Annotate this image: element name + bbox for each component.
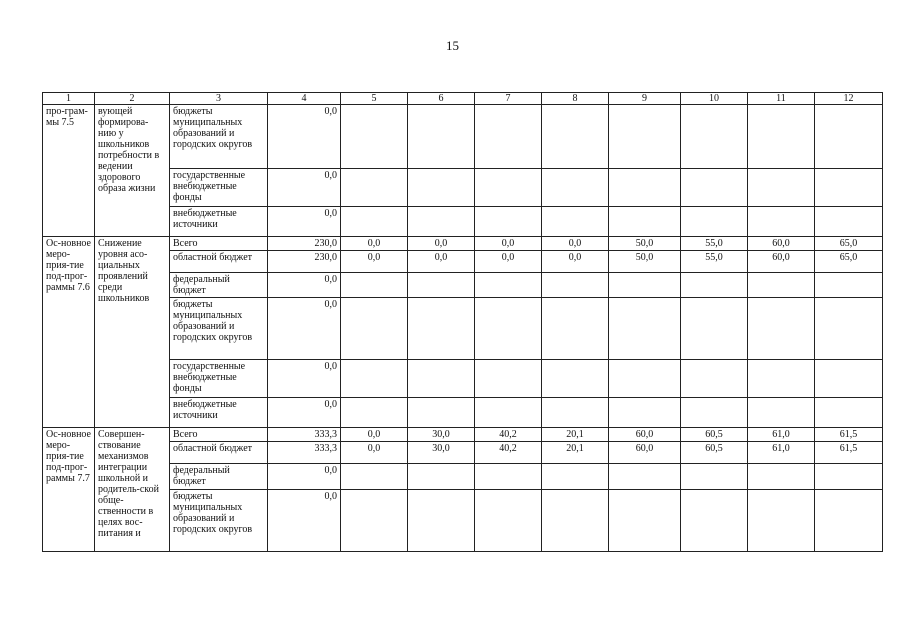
value-cell-col-7	[475, 490, 542, 552]
value-cell-col-4: 0,0	[268, 105, 341, 169]
value-cell-col-10	[681, 360, 748, 398]
value-cell-col-4: 0,0	[268, 490, 341, 552]
value-cell-col-11: 60,0	[748, 251, 815, 273]
column-header-8: 8	[542, 93, 609, 105]
value-cell-col-7	[475, 105, 542, 169]
column-header-5: 5	[341, 93, 408, 105]
value-cell-col-9: 60,0	[609, 428, 681, 442]
value-cell-col-6: 30,0	[408, 442, 475, 464]
value-cell-col-11	[748, 273, 815, 298]
value-cell-col-4: 230,0	[268, 251, 341, 273]
header-row	[43, 93, 883, 105]
value-cell-col-8	[542, 169, 609, 207]
value-cell-col-5: 0,0	[341, 237, 408, 251]
value-cell-col-9	[609, 398, 681, 428]
value-cell-col-11: 60,0	[748, 237, 815, 251]
value-cell-col-12	[815, 169, 883, 207]
value-cell-col-4: 0,0	[268, 207, 341, 237]
value-cell-col-10	[681, 490, 748, 552]
value-cell-col-6	[408, 273, 475, 298]
description-cell: Снижение уровня асо-циальных проявлений среди школьников	[95, 237, 170, 428]
value-cell-col-12	[815, 490, 883, 552]
column-header-1: 1	[43, 93, 95, 105]
value-cell-col-9	[609, 298, 681, 360]
value-cell-col-4: 0,0	[268, 360, 341, 398]
value-cell-col-4: 333,3	[268, 428, 341, 442]
value-cell-col-11	[748, 207, 815, 237]
value-cell-col-6	[408, 490, 475, 552]
value-cell-col-4: 230,0	[268, 237, 341, 251]
funding-source-cell: бюджеты муниципальных образований и городских округов	[170, 490, 268, 552]
value-cell-col-9	[609, 360, 681, 398]
activity-cell: про-грам-мы 7.5	[43, 105, 95, 237]
value-cell-col-5	[341, 273, 408, 298]
value-cell-col-6	[408, 207, 475, 237]
funding-source-cell: областной бюджет	[170, 442, 268, 464]
table-body	[43, 105, 883, 552]
value-cell-col-4: 0,0	[268, 273, 341, 298]
value-cell-col-8: 20,1	[542, 442, 609, 464]
column-header-4: 4	[268, 93, 341, 105]
value-cell-col-7: 40,2	[475, 428, 542, 442]
value-cell-col-11	[748, 105, 815, 169]
value-cell-col-6	[408, 398, 475, 428]
value-cell-col-9: 50,0	[609, 237, 681, 251]
table-row	[43, 237, 883, 251]
column-header-2: 2	[95, 93, 170, 105]
value-cell-col-10: 55,0	[681, 251, 748, 273]
value-cell-col-10: 60,5	[681, 442, 748, 464]
value-cell-col-9	[609, 169, 681, 207]
value-cell-col-12	[815, 207, 883, 237]
activity-cell: Ос-новное меро-прия-тие под-прог-раммы 7.6	[43, 237, 95, 428]
funding-source-cell: бюджеты муниципальных образований и городских округов	[170, 298, 268, 360]
value-cell-col-7: 40,2	[475, 442, 542, 464]
value-cell-col-8	[542, 207, 609, 237]
value-cell-col-7	[475, 464, 542, 490]
value-cell-col-5	[341, 360, 408, 398]
value-cell-col-5	[341, 207, 408, 237]
value-cell-col-7	[475, 273, 542, 298]
value-cell-col-12: 61,5	[815, 428, 883, 442]
value-cell-col-5: 0,0	[341, 251, 408, 273]
value-cell-col-4: 0,0	[268, 464, 341, 490]
value-cell-col-4: 333,3	[268, 442, 341, 464]
value-cell-col-12	[815, 398, 883, 428]
value-cell-col-8	[542, 105, 609, 169]
funding-source-cell: бюджеты муниципальных образований и городских округов	[170, 105, 268, 169]
value-cell-col-5	[341, 169, 408, 207]
value-cell-col-11	[748, 360, 815, 398]
value-cell-col-6: 0,0	[408, 237, 475, 251]
value-cell-col-12: 65,0	[815, 237, 883, 251]
value-cell-col-12: 61,5	[815, 442, 883, 464]
value-cell-col-12: 65,0	[815, 251, 883, 273]
value-cell-col-4: 0,0	[268, 398, 341, 428]
value-cell-col-11: 61,0	[748, 428, 815, 442]
value-cell-col-4: 0,0	[268, 169, 341, 207]
value-cell-col-5	[341, 490, 408, 552]
value-cell-col-11	[748, 464, 815, 490]
value-cell-col-6: 30,0	[408, 428, 475, 442]
value-cell-col-5	[341, 464, 408, 490]
value-cell-col-8	[542, 273, 609, 298]
value-cell-col-11: 61,0	[748, 442, 815, 464]
value-cell-col-5	[341, 398, 408, 428]
funding-source-cell: внебюджетные источники	[170, 398, 268, 428]
value-cell-col-6	[408, 298, 475, 360]
value-cell-col-7	[475, 207, 542, 237]
value-cell-col-12	[815, 273, 883, 298]
value-cell-col-8: 0,0	[542, 251, 609, 273]
value-cell-col-9	[609, 207, 681, 237]
description-cell: Совершен-ствование механизмов интеграции школьной и родитель-ской обще-ственности в целях вос-питания и	[95, 428, 170, 552]
value-cell-col-8	[542, 298, 609, 360]
value-cell-col-9	[609, 464, 681, 490]
value-cell-col-9	[609, 105, 681, 169]
funding-source-cell: областной бюджет	[170, 251, 268, 273]
funding-source-cell: Всего	[170, 237, 268, 251]
value-cell-col-7	[475, 398, 542, 428]
value-cell-col-10	[681, 464, 748, 490]
table-row	[43, 428, 883, 442]
value-cell-col-6	[408, 169, 475, 207]
value-cell-col-10	[681, 207, 748, 237]
value-cell-col-6	[408, 105, 475, 169]
description-cell: вующей формирова-нию у школьников потребности в ведении здорового образа жизни	[95, 105, 170, 237]
value-cell-col-10: 55,0	[681, 237, 748, 251]
value-cell-col-12	[815, 298, 883, 360]
value-cell-col-10	[681, 273, 748, 298]
funding-source-cell: государственные внебюджетные фонды	[170, 360, 268, 398]
value-cell-col-10	[681, 105, 748, 169]
value-cell-col-5	[341, 105, 408, 169]
value-cell-col-9: 60,0	[609, 442, 681, 464]
value-cell-col-9	[609, 490, 681, 552]
column-header-3: 3	[170, 93, 268, 105]
value-cell-col-11	[748, 398, 815, 428]
table-row	[43, 105, 883, 169]
activity-cell: Ос-новное меро-прия-тие под-прог-раммы 7.7	[43, 428, 95, 552]
column-header-9: 9	[609, 93, 681, 105]
value-cell-col-9: 50,0	[609, 251, 681, 273]
value-cell-col-4: 0,0	[268, 298, 341, 360]
value-cell-col-10: 60,5	[681, 428, 748, 442]
value-cell-col-7: 0,0	[475, 251, 542, 273]
value-cell-col-7	[475, 360, 542, 398]
value-cell-col-10	[681, 298, 748, 360]
value-cell-col-12	[815, 105, 883, 169]
value-cell-col-8	[542, 360, 609, 398]
column-header-11: 11	[748, 93, 815, 105]
value-cell-col-5: 0,0	[341, 428, 408, 442]
funding-source-cell: федеральный бюджет	[170, 464, 268, 490]
value-cell-col-10	[681, 398, 748, 428]
value-cell-col-11	[748, 298, 815, 360]
value-cell-col-10	[681, 169, 748, 207]
value-cell-col-6	[408, 464, 475, 490]
value-cell-col-11	[748, 169, 815, 207]
value-cell-col-12	[815, 360, 883, 398]
budget-table	[42, 92, 883, 552]
funding-source-cell: внебюджетные источники	[170, 207, 268, 237]
value-cell-col-7	[475, 169, 542, 207]
value-cell-col-6	[408, 360, 475, 398]
value-cell-col-6: 0,0	[408, 251, 475, 273]
value-cell-col-8	[542, 464, 609, 490]
value-cell-col-8: 20,1	[542, 428, 609, 442]
value-cell-col-12	[815, 464, 883, 490]
value-cell-col-11	[748, 490, 815, 552]
value-cell-col-8: 0,0	[542, 237, 609, 251]
column-header-7: 7	[475, 93, 542, 105]
column-header-10: 10	[681, 93, 748, 105]
column-header-12: 12	[815, 93, 883, 105]
value-cell-col-5: 0,0	[341, 442, 408, 464]
page-number: 15	[446, 38, 459, 53]
value-cell-col-8	[542, 398, 609, 428]
value-cell-col-8	[542, 490, 609, 552]
funding-source-cell: федеральный бюджет	[170, 273, 268, 298]
value-cell-col-7	[475, 298, 542, 360]
value-cell-col-7: 0,0	[475, 237, 542, 251]
value-cell-col-9	[609, 273, 681, 298]
column-header-6: 6	[408, 93, 475, 105]
funding-source-cell: государственные внебюджетные фонды	[170, 169, 268, 207]
funding-source-cell: Всего	[170, 428, 268, 442]
value-cell-col-5	[341, 298, 408, 360]
